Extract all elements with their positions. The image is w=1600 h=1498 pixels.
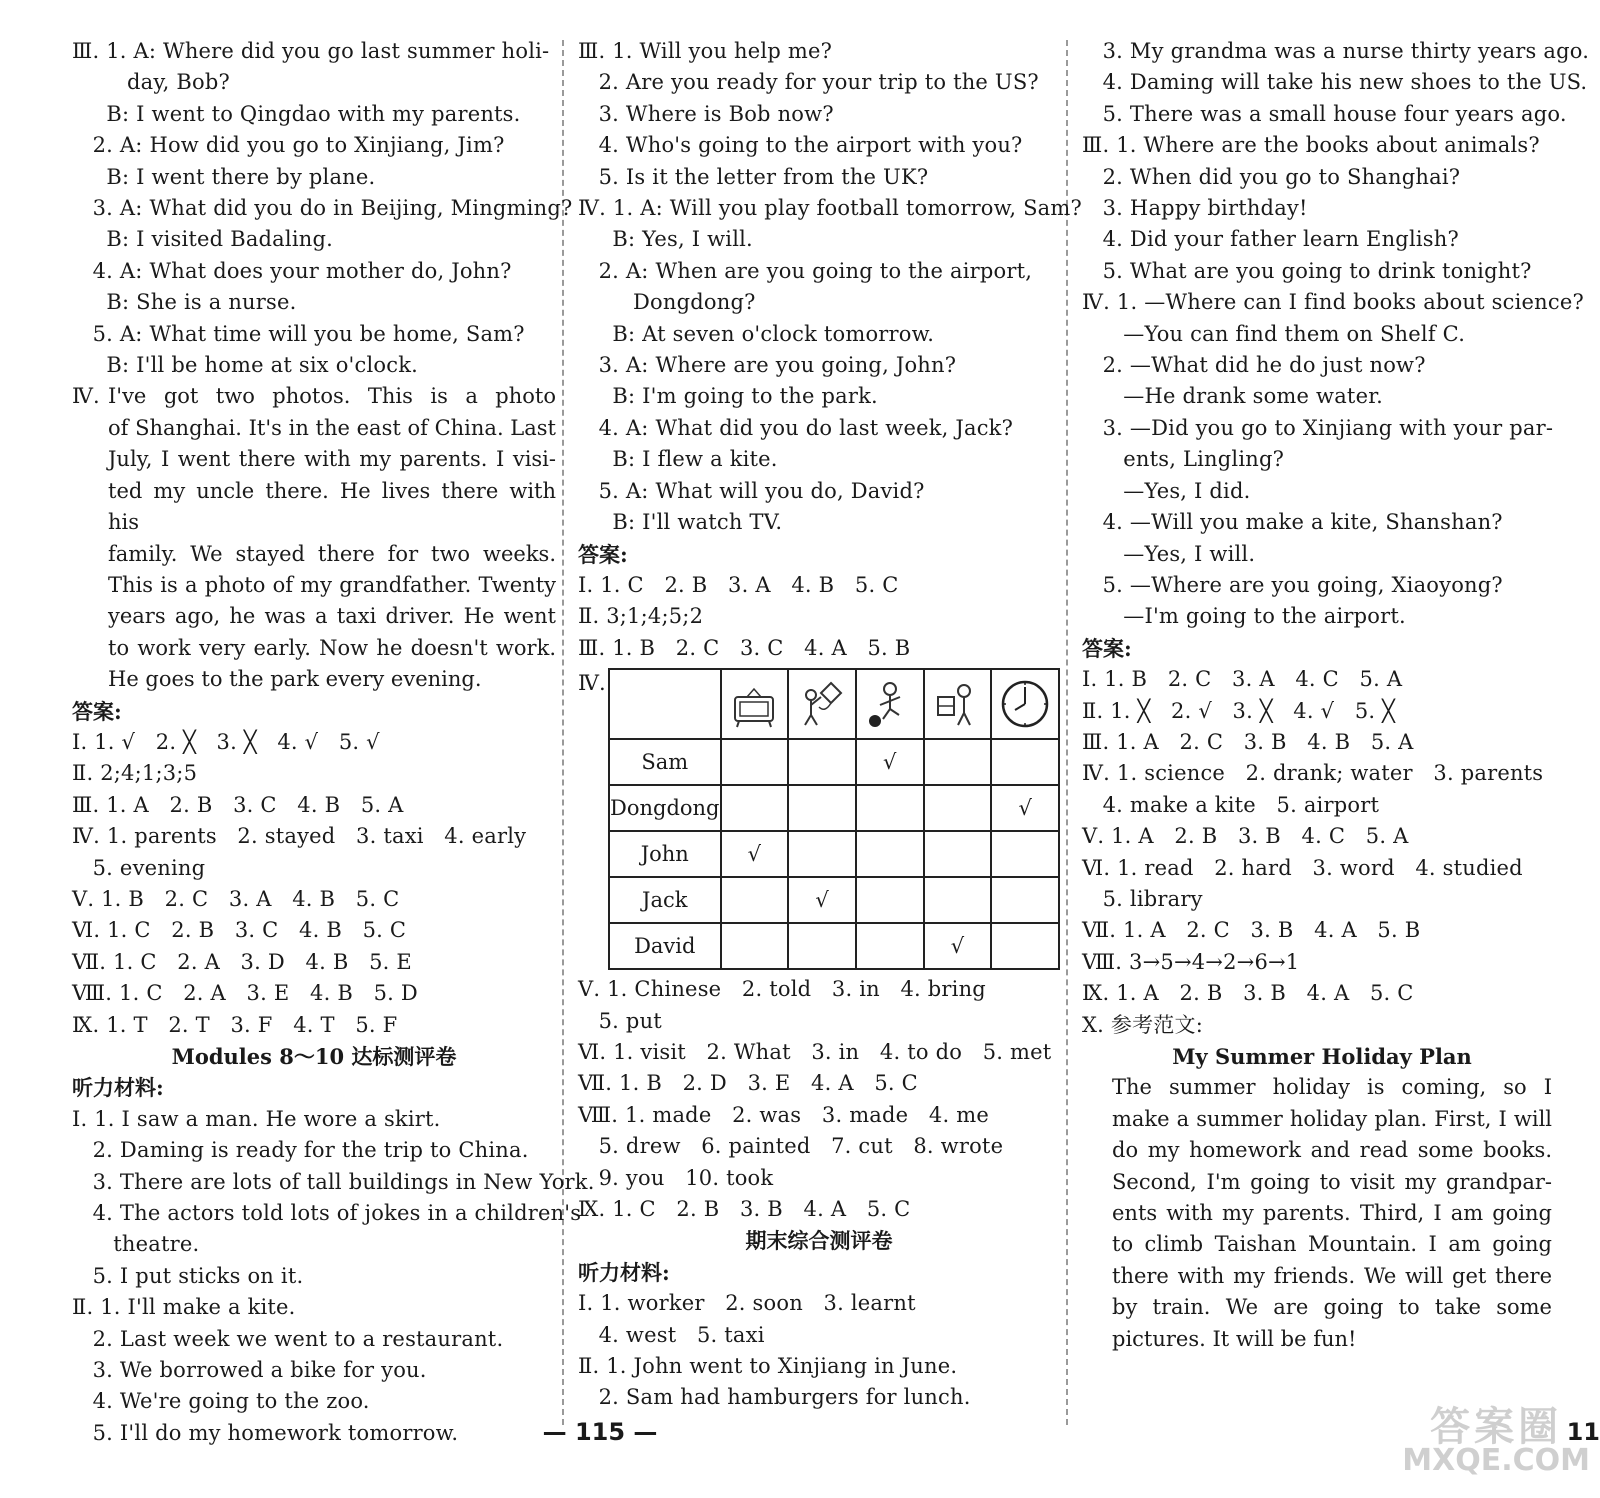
table-header-cell <box>856 669 924 739</box>
watermark-url: MXQE.COM <box>1402 1443 1590 1478</box>
listening-label: 听力材料: <box>72 1075 164 1101</box>
watermark-text: 答案圈 <box>1430 1404 1563 1450</box>
park-icon <box>930 677 984 731</box>
listening-script-part3-4: Ⅲ. 1. A: Where did you go last summer holi- day, Bob? B: I went to Qingdao with my parents. 2. A: How did you go to Xinjiang, Jim? B: I went there by plane. 3. A: What did you do in Beijing, Mingming? B: I visited Badaling. 4. A: What does your mother do, John? B: She is a nurse. 5. A: What time will you be home, Sam? B: I'll be home at six o'clock. <box>72 39 573 378</box>
table-row-name: Dongdong <box>609 785 721 831</box>
table-cell <box>856 877 924 923</box>
passage-line: of Shanghai. It's in the east of China. Last <box>108 415 556 440</box>
passage-line: to work very early. Now he doesn't work. <box>108 635 556 660</box>
table-cell <box>856 785 924 831</box>
table-cell <box>924 739 992 785</box>
table-cell <box>924 785 992 831</box>
essay-line: pictures. It will be fun! <box>1112 1326 1357 1351</box>
watermark-logo <box>1402 1404 1590 1478</box>
column-left <box>72 36 595 1449</box>
essay-title: My Summer Holiday Plan <box>1172 1044 1472 1069</box>
essay-line: there with my friends. We will get there <box>1112 1263 1552 1288</box>
answers-label: 答案: <box>578 541 628 567</box>
table-row-name: Jack <box>609 877 721 923</box>
listening-label: 听力材料: <box>578 1259 670 1285</box>
passage-roman-numeral: Ⅳ. <box>72 384 100 409</box>
essay-line: by train. We are going to take some <box>1112 1295 1552 1320</box>
table-cell <box>721 923 789 969</box>
clock-icon <box>998 677 1052 731</box>
essay-line: The summer holiday is coming, so I <box>1112 1075 1552 1100</box>
table-row-name: Sam <box>609 739 721 785</box>
passage-line: July, I went there with my parents. I visi- <box>108 447 556 472</box>
activity-table-section <box>578 668 1060 970</box>
table-cell <box>991 831 1059 877</box>
table-header-cell <box>991 669 1059 739</box>
page-number: — 115 — <box>542 1418 658 1446</box>
table-header-cell <box>721 669 789 739</box>
table-cell <box>856 923 924 969</box>
table-cell <box>788 923 856 969</box>
column-right <box>1082 36 1590 1355</box>
table-cell: √ <box>991 785 1059 831</box>
table-cell <box>788 739 856 785</box>
table-cell <box>924 877 992 923</box>
table-header-row <box>609 669 1059 739</box>
tv-watching-icon <box>727 677 781 731</box>
table-roman-numeral: Ⅳ. <box>578 671 606 696</box>
essay-line: ents with my parents. Third, I am going <box>1112 1201 1552 1226</box>
table-corner-cell <box>609 669 721 739</box>
passage-line: This is a photo of my grandfather. Twenty <box>108 572 556 597</box>
passage-line: I've got two photos. This is a photo <box>108 384 556 409</box>
listening-script-part3-4: Ⅲ. 1. Will you help me? 2. Are you ready for your trip to the US? 3. Where is Bob now? 4. Who's going to the airport with you? 5. Is it the letter from the UK? Ⅳ. 1. A: Will you play football tomorrow, Sam? B: Yes, I will. 2. A: When are you going to the airport, Dongdong? B: At seven o'clock tomorrow. 3. A: Where are you going, John? B: I'm going to the park. 4. A: What did you do last week, Jack? B: I flew a kite. 5. A: What will you do, David? B: I'll watch TV. <box>578 39 1082 535</box>
table-row <box>609 923 1059 969</box>
table-row <box>609 831 1059 877</box>
table-cell <box>788 831 856 877</box>
listening-script: Ⅰ. 1. worker 2. soon 3. learnt 4. west 5. taxi Ⅱ. 1. John went to Xinjiang in June. 2. Sam had hamburgers for lunch. <box>578 1291 971 1410</box>
column-divider-right <box>1066 40 1068 1425</box>
table-cell: √ <box>856 739 924 785</box>
table-cell <box>924 831 992 877</box>
table-cell <box>991 877 1059 923</box>
table-cell <box>991 923 1059 969</box>
table-row <box>609 877 1059 923</box>
section-title: Modules 8～10 达标测评卷 <box>171 1044 457 1069</box>
table-row <box>609 739 1059 785</box>
section-title: 期末综合测评卷 <box>745 1228 893 1254</box>
answer-key: Ⅰ. 1. √ 2. ╳ 3. ╳ 4. √ 5. √ Ⅱ. 2;4;1;3;5 Ⅲ. 1. A 2. B 3. C 4. B 5. A Ⅳ. 1. parents 2. stayed 3. taxi 4. early 5. evening Ⅴ. 1. B 2. C 3. A 4. B 5. C Ⅵ. 1. C 2. B 3. C 4. B 5. C Ⅶ. 1. C 2. A 3. D 4. B 5. E Ⅷ. 1. C 2. A 3. E 4. B 5. D Ⅸ. 1. T 2. T 3. F 4. T 5. F <box>72 729 527 1037</box>
listening-script: Ⅰ. 1. I saw a man. He wore a skirt. 2. Daming is ready for the trip to China. 3. There are lots of tall buildings in New York. 4. The actors told lots of jokes in a children's theatre. 5. I put sticks on it. Ⅱ. 1. I'll make a kite. 2. Last week we went to a restaurant. 3. We borrowed a bike for you. 4. We're going to the zoo. 5. I'll do my homework tomorrow. <box>72 1106 595 1445</box>
essay-line: make a summer holiday plan. First, I will <box>1112 1106 1552 1131</box>
listening-script-continued: 3. My grandma was a nurse thirty years ago. 4. Daming will take his new shoes to the US. 5. There was a small house four years ago. Ⅲ. 1. Where are the books about animals? 2. When did you go to Shanghai? 3. Happy birthday! 4. Did your father learn English? 5. What are you going to drink tonight? Ⅳ. 1. —Where can I find books about science? —You can find them on Shelf C. 2. —What did he do just now? —He drank some water. 3. —Did you go to Xinjiang with your par- ents, Lingling? —Yes, I did. 4. —Will you make a kite, Shanshan? —Yes, I will. 5. —Where are you going, Xiaoyong? —I'm going to the airport. <box>1082 39 1590 629</box>
answer-key: Ⅰ. 1. C 2. B 3. A 4. B 5. C Ⅱ. 3;1;4;5;2 Ⅲ. 1. B 2. C 3. C 4. A 5. B <box>578 572 911 660</box>
kite-flying-icon <box>795 677 849 731</box>
essay-line: Second, I'm going to visit my grandpar- <box>1112 1169 1552 1194</box>
table-row <box>609 785 1059 831</box>
answers-label: 答案: <box>1082 635 1132 661</box>
table-cell: √ <box>788 877 856 923</box>
next-page-number-fragment: 11 <box>1566 1418 1600 1446</box>
column-middle <box>578 36 1082 1414</box>
essay-line: do my homework and read some books. <box>1112 1138 1552 1163</box>
table-header-cell <box>788 669 856 739</box>
passage-line: family. We stayed there for two weeks. <box>108 541 556 566</box>
table-row-name: John <box>609 831 721 877</box>
table-cell <box>721 785 789 831</box>
answers-label: 答案: <box>72 698 122 724</box>
passage-line: years ago, he was a taxi driver. He went <box>108 604 556 629</box>
table-cell: √ <box>721 831 789 877</box>
table-row-name: David <box>609 923 721 969</box>
table-cell <box>788 785 856 831</box>
table-cell <box>721 739 789 785</box>
answer-key: Ⅰ. 1. B 2. C 3. A 4. C 5. A Ⅱ. 1. ╳ 2. √ 3. ╳ 4. √ 5. ╳ Ⅲ. 1. A 2. C 3. B 4. B 5. A Ⅳ. 1. science 2. drank; water 3. parents 4. make a kite 5. airport Ⅴ. 1. A 2. B 3. B 4. C 5. A Ⅵ. 1. read 2. hard 3. word 4. studied 5. library Ⅶ. 1. A 2. C 3. B 4. A 5. B Ⅷ. 3→5→4→2→6→1 Ⅸ. 1. A 2. B 3. B 4. A 5. C Ⅹ. 参考范文: <box>1082 667 1544 1037</box>
passage-section <box>72 381 556 695</box>
table-header-cell <box>924 669 992 739</box>
football-icon <box>863 677 917 731</box>
table-cell <box>721 877 789 923</box>
passage-line: He goes to the park every evening. <box>108 667 482 692</box>
essay-line: to climb Taishan Mountain. I am going <box>1112 1232 1552 1257</box>
model-essay <box>1082 1072 1552 1355</box>
activity-table <box>608 668 1060 970</box>
passage-line: ted my uncle there. He lives there with his <box>108 478 556 535</box>
answer-key-continued: Ⅴ. 1. Chinese 2. told 3. in 4. bring 5. put Ⅵ. 1. visit 2. What 3. in 4. to do 5. met Ⅶ. 1. B 2. D 3. E 4. A 5. C Ⅷ. 1. made 2. was 3. made 4. me 5. drew 6. painted 7. cut 8. wrote 9. you 10. took Ⅸ. 1. C 2. B 3. B 4. A 5. C <box>578 977 1052 1221</box>
table-cell: √ <box>924 923 992 969</box>
table-cell <box>856 831 924 877</box>
table-cell <box>991 739 1059 785</box>
